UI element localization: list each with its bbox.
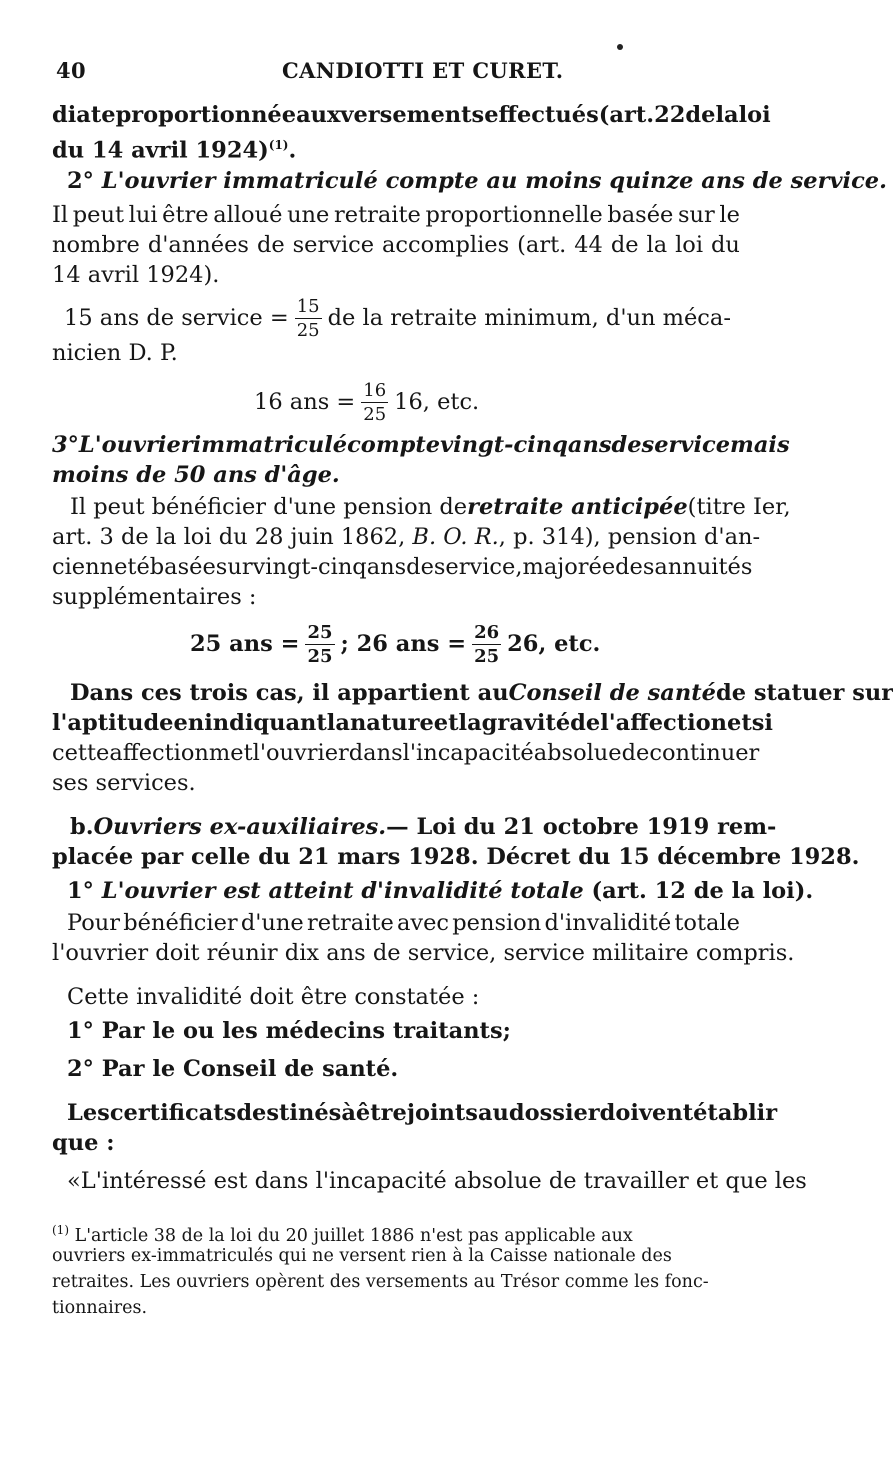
word: versements (340, 102, 485, 128)
word: loi (675, 232, 704, 258)
text-line: Cette invalidité doit être constatée : (67, 984, 480, 1010)
word: loi (738, 102, 771, 128)
word: joints (406, 1100, 478, 1126)
word: met (208, 740, 253, 766)
word: certificats (109, 1100, 237, 1126)
word: l'ouvrier (252, 740, 349, 766)
word: accomplies (382, 232, 510, 258)
word: vingt-cinq (252, 554, 367, 580)
word: et (727, 710, 752, 736)
word: la (715, 102, 739, 128)
text-line: du 14 avril 1924)$^{(1)}$. (52, 137, 297, 164)
word: et (433, 710, 459, 736)
word: nombre (52, 232, 140, 258)
word: pension (452, 910, 542, 936)
fraction: $\frac{15}{25}$ (296, 296, 320, 341)
word: en (173, 710, 205, 736)
text-line (52, 200, 740, 230)
word: sur (677, 202, 715, 228)
word: de (685, 102, 716, 128)
word: 22 (654, 102, 686, 128)
text-line (52, 708, 773, 738)
text-line (52, 100, 771, 130)
word: totale (674, 910, 740, 936)
footnote-line: retraites. Les ouvriers opèrent des versements au Trésor comme les fonc- (52, 1272, 709, 1292)
word: l'aptitude (52, 710, 174, 736)
word: sur (215, 554, 253, 580)
footnote-marker: (1) (52, 1223, 69, 1237)
word: d'une (240, 910, 304, 936)
text-line (52, 230, 740, 260)
word: de (570, 710, 601, 736)
word: immatriculé (192, 432, 348, 458)
word: mais (730, 432, 790, 458)
word: indiquant (204, 710, 327, 736)
word: diate (52, 102, 116, 128)
text-line: l'ouvrier doit réunir dix ans de service, service militaire compris. (52, 940, 795, 966)
word: être (162, 202, 209, 228)
text-line (67, 908, 740, 938)
word: service (641, 432, 731, 458)
text-line: Il peut bénéficier d'une pension de retraite anticipée (titre Ier, (70, 494, 791, 520)
word: continuer (649, 740, 760, 766)
word: service, (433, 554, 523, 580)
word: vingt-cinq (440, 432, 568, 458)
formula-line: 15 ans de service = $\frac{15}{25}$ de la retraite minimum, d'un méca- (64, 296, 731, 341)
fraction: $\frac{16}{25}$ (363, 380, 387, 425)
word: des (615, 554, 655, 580)
word: au (477, 1100, 509, 1126)
word: retraite (334, 202, 421, 228)
running-title: CANDIOTTI ET CURET. (282, 58, 564, 83)
footnote-line: $^{(1)}$ L'article 38 de la loi du 20 juillet 1886 n'est pas applicable aux (52, 1223, 633, 1246)
word: basée (149, 554, 216, 580)
word: affection (109, 740, 209, 766)
section-heading (52, 430, 790, 460)
word: de (610, 232, 639, 258)
text-line: b. Ouvriers ex-auxiliaires. — Loi du 21 octobre 1919 rem- (70, 814, 777, 840)
word: le (719, 202, 740, 228)
text-line: 1° L'ouvrier est atteint d'invalidité totale (art. 12 de la loi). (67, 878, 814, 904)
text-line: Dans ces trois cas, il appartient au Conseil de santé de statuer sur (70, 680, 893, 706)
footnote-line: ouvriers ex-immatriculés qui ne versent rien à la Caisse nationale des (52, 1246, 672, 1266)
word: à (341, 1100, 356, 1126)
word: ans (567, 432, 612, 458)
word: bénéficier (123, 910, 238, 936)
word: annuités (654, 554, 753, 580)
word: avec (396, 910, 450, 936)
word: basée (607, 202, 674, 228)
word: lui (128, 202, 158, 228)
word: l'affection (600, 710, 728, 736)
word: ans (366, 554, 407, 580)
word: de (621, 740, 650, 766)
section-heading: moins de 50 ans d'âge. (52, 462, 340, 488)
word: la (458, 710, 482, 736)
word: nature (349, 710, 434, 736)
word: d'invalidité (544, 910, 672, 936)
word: Les (67, 1100, 110, 1126)
list-item: 1° Par le ou les médecins traitants; (67, 1018, 511, 1044)
text-line: art. 3 de la loi du 28 juin 1862, B. O. R., p. 314), pension d'an- (52, 524, 761, 550)
word: établir (693, 1100, 778, 1126)
text-line: que : (52, 1130, 115, 1156)
ink-speck (617, 44, 623, 50)
fraction: $\frac{26}{25}$ (474, 622, 500, 667)
word: Il (52, 202, 69, 228)
text-line (52, 738, 760, 768)
word: proportionnelle (425, 202, 603, 228)
list-item: 2° Par le Conseil de santé. (67, 1056, 399, 1082)
text-line (67, 1098, 778, 1128)
word: cienneté (52, 554, 150, 580)
word: compte (347, 432, 441, 458)
word: une (287, 202, 330, 228)
text-line: 14 avril 1924). (52, 262, 220, 288)
word: (art. (517, 232, 567, 258)
page-number: 40 (56, 58, 87, 83)
word: 3° (52, 432, 79, 458)
word: du (710, 232, 740, 258)
word: de (256, 232, 285, 258)
word: Pour (67, 910, 121, 936)
word: être (355, 1100, 407, 1126)
word: si (751, 710, 773, 736)
text-line: ses services. (52, 770, 196, 796)
word: L'ouvrier (78, 432, 193, 458)
word: alloué (213, 202, 283, 228)
word: dans (348, 740, 403, 766)
text-line: placée par celle du 21 mars 1928. Décret du 15 décembre 1928. (52, 844, 860, 870)
word: service (292, 232, 375, 258)
text-line: «L'intéressé est dans l'incapacité absolue de travailler et que les (67, 1168, 807, 1194)
formula-line: 16 ans = $\frac{16}{25}$ 16, etc. (254, 380, 480, 425)
word: doivent (599, 1100, 694, 1126)
word: de (611, 432, 642, 458)
word: la (646, 232, 668, 258)
text-line (52, 552, 753, 582)
word: (art. (598, 102, 655, 128)
word: majorée (522, 554, 616, 580)
footnote-line: tionnaires. (52, 1298, 148, 1318)
word: proportionnée (115, 102, 297, 128)
word: destinés (236, 1100, 342, 1126)
section-heading: 2° L'ouvrier immatriculé compte au moins quinze ans de service. (67, 168, 887, 194)
word: peut (72, 202, 124, 228)
word: d'années (147, 232, 249, 258)
word: retraite (306, 910, 394, 936)
word: dossier (508, 1100, 600, 1126)
text-line: supplémentaires : (52, 584, 257, 610)
word: 44 (574, 232, 603, 258)
word: absolue (533, 740, 622, 766)
word: gravité (481, 710, 571, 736)
fraction: $\frac{25}{25}$ (307, 622, 333, 667)
word: effectués (484, 102, 599, 128)
word: la (326, 710, 350, 736)
text-line: nicien D. P. (52, 340, 178, 366)
formula-line: 25 ans = $\frac{25}{25}$ ; 26 ans = $\frac{26}{25}$ 26, etc. (190, 622, 601, 667)
word: de (406, 554, 434, 580)
word: aux (296, 102, 341, 128)
word: cette (52, 740, 110, 766)
word: l'incapacité (402, 740, 534, 766)
footnote-reference: (1) (268, 138, 289, 152)
